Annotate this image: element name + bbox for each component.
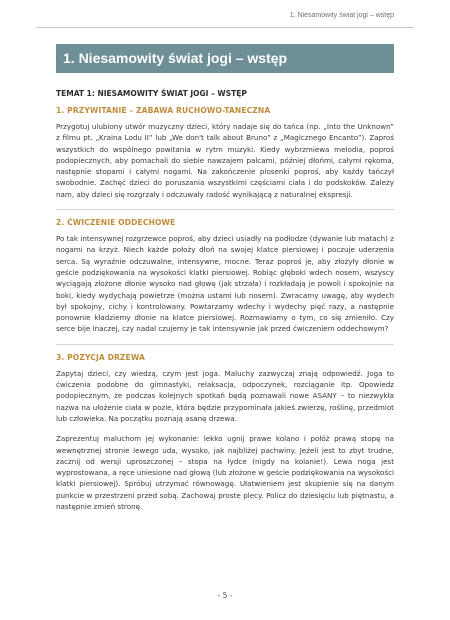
paragraph: Po tak intensywnej rozgrzewce poproś, aby dzieci usiadły na podłodze (dywanie lub matach) z nogami na krzyż. Niech każde położy dłoń na swojej klatce piersiowej i poczuje uderzenia serca. Są wyraźnie odczuwalne, intensywne, mocne. Teraz poproś je, aby złożyły dłonie w geście podziękowania na wysokości klatki piersiowej. Robiąc głęboki wdech nosem, wszyscy wyciągają złożone dłonie wysoko nad głowę (jak strzała) i rozkładają je powoli i spokojnie na boki, kiedy wydychają powietrze (można ustami lub nosem). Zwracamy uwagę, aby wydech był spokojny, cichy i kontrolowany. Powtarzamy wdechy i wydechy pięć razy, a następnie ponownie kładziemy dłonie na klatce piersiowej. Rozmawiamy o tym, co się zmieniło. Czy serce bije inaczej, czy nadal czujemy je tak intensywnie jak przed ćwiczeniem oddechowym? xyxy=(56,234,394,334)
paragraph: Przygotuj ulubiony utwór muzyczny dzieci, który nadaje się do tańca (np. „Into the Unknown” z filmu pt. „Kraina Lodu II” lub „We don't talk about Bruno” z „Magicznego Encanto”). Zaproś wszystkich do wspólnego powitania w rytm muzyki. Kiedy wybrzmiewa melodia, poproś podopiecznych, aby pomachali do siebie nawzajem palcami, później dłońmi, całymi rękoma, następnie stopami i całymi nogami. Na zakończenie piosenki poproś, aby każdy tańczył swobodnie. Zachęć dzieci do poruszania wszystkimi częściami ciała i do podskoków. Zależy nam, aby dzieci się rozgrzały i odczuwały radość wynikającą z naturalnej ekspresji. xyxy=(56,122,394,199)
section-greeting xyxy=(56,106,394,200)
header-divider xyxy=(36,27,414,28)
section-heading: 2. ĆWICZENIE ODDECHOWE xyxy=(56,218,176,228)
section-breathing xyxy=(56,218,394,335)
running-header: 1. Niesamowity świat jogi – wstęp xyxy=(289,12,394,19)
section-heading: 3. POZYCJA DRZEWA xyxy=(56,352,145,362)
page-number: - 5 - xyxy=(217,591,233,600)
section-divider xyxy=(56,209,394,210)
section-tree-pose xyxy=(56,353,394,513)
section-heading: 1. PRZYWITANIE – ZABAWA RUCHOWO-TANECZNA xyxy=(56,106,271,115)
paragraph: Zapytaj dzieci, czy wiedzą, czym jest joga. Maluchy zazwyczaj znają odpowiedź. Joga to ćwiczenia podobne do gimnastyki, relaksacja, odpoczynek, rozciąganie itp. Opowiedz podopiecznym, że podczas kolejnych spotkań będą poznawali nowe ASANY – to niezwykła nazwa na ułożenie ciała w pozie, która będzie przypominała jakieś zwierzę, roślinę, przedmiot lub człowieka. Na początku poznają asanę drzewa. xyxy=(56,368,394,423)
chapter-title-bar xyxy=(56,44,394,73)
topic-heading: TEMAT 1: NIESAMOWITY ŚWIAT JOGI – WSTĘP xyxy=(56,89,247,98)
page-content xyxy=(56,89,394,521)
chapter-title: 1. Niesamowity świat jogi – wstęp xyxy=(63,50,288,66)
section-divider xyxy=(56,344,394,345)
paragraph: Zaprezentuj maluchom jej wykonanie: lekko ugnij prawe kolano i połóż prawą stopę na wewnętrznej stronie lewego uda, wysoko, jak najbliżej pachwiny. Jeżeli jest to zbyt trudne, zacznij od wersji uproszczonej – stopa na łydce (nigdy na kolanie!). Lewa noga jest wyprostowana, a ręce uniesione nad głową (lub złożone w geście podziękowania na wysokości klatki piersiowej). Spróbuj utrzymać równowagę. Ułatwieniem jest skupienie się na danym punkcie w przestrzeni przed sobą. Zachowaj proste plecy. Policz do dziesięciu lub piętnastu, a następnie zmień stronę. xyxy=(56,434,394,512)
